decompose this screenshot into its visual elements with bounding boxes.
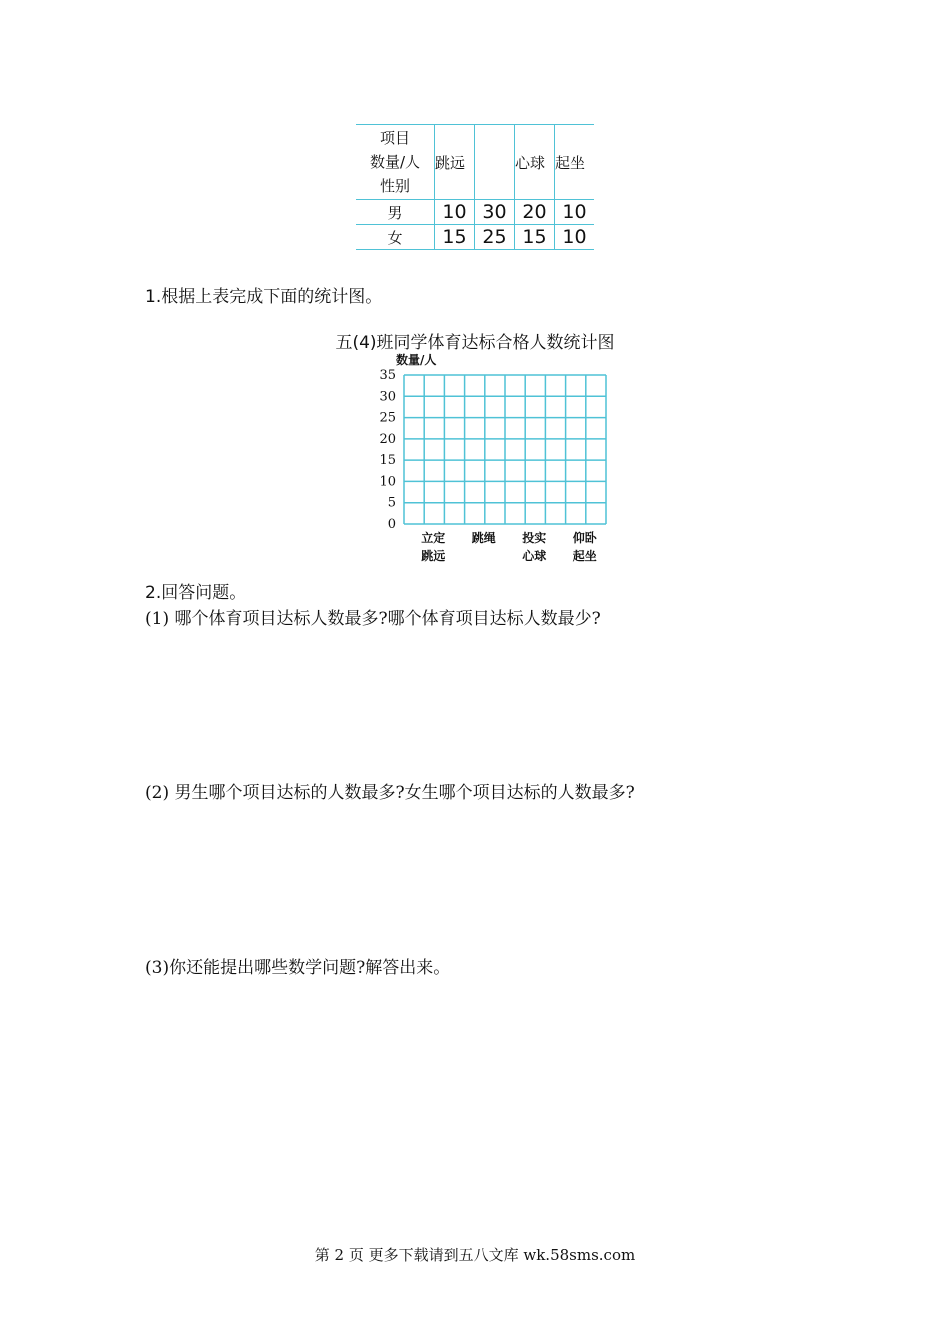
y-tick-label: 10 [379,474,396,490]
x-tick-label: 跳绳 [471,531,496,545]
question-2-3: (3)你还能提出哪些数学问题?解答出来。 [145,958,451,978]
x-tick-label: 跳远 [421,549,446,563]
table-cell: 10 [555,225,595,250]
question-2-2: (2) 男生哪个项目达标的人数最多?女生哪个项目达标的人数最多? [145,783,635,803]
column-header: 心球 [515,125,555,200]
question-1: 1.根据上表完成下面的统计图。 [145,287,383,307]
page-footer: 第 2 页 更多下载请到五八文库 wk.58sms.com [314,1246,636,1264]
table-cell: 10 [435,200,475,225]
table-cell: 30 [475,200,515,225]
table-cell: 10 [555,200,595,225]
table-header-cell [356,125,435,200]
row-label-female: 女 [356,225,435,250]
y-tick-label: 5 [387,495,396,511]
y-axis-label: 数量/人 [396,353,437,367]
table-cell: 25 [475,225,515,250]
header-line-item: 项目 [379,129,410,147]
x-tick-label: 起坐 [572,549,597,563]
question-2-1: (1) 哪个体育项目达标人数最多?哪个体育项目达标人数最少? [145,609,601,629]
x-tick-label: 心球 [522,549,547,563]
column-header: 跳远 [435,125,475,200]
data-table [356,124,594,250]
x-tick-label: 投实 [522,531,547,545]
column-header: 起坐 [555,125,595,200]
x-tick-label: 立定 [421,531,446,545]
table-row [356,200,594,225]
row-label-male: 男 [356,200,435,225]
y-tick-label: 25 [379,410,396,426]
y-tick-label: 15 [379,453,396,469]
table-row [356,225,594,250]
bar-chart-grid [360,350,630,572]
y-tick-label: 35 [379,368,396,383]
table-cell: 20 [515,200,555,225]
y-tick-label: 0 [387,517,396,532]
table-cell: 15 [515,225,555,250]
y-tick-label: 20 [379,431,396,447]
header-line-quantity: 数量/人 [369,153,421,171]
column-header [475,125,515,200]
header-line-gender: 性别 [379,177,410,195]
table-cell: 15 [435,225,475,250]
question-2: 2.回答问题。 [145,583,247,603]
chart-title: 五(4)班同学体育达标合格人数统计图 [335,333,615,353]
y-tick-label: 30 [379,389,396,405]
x-tick-label: 仰卧 [572,531,597,545]
